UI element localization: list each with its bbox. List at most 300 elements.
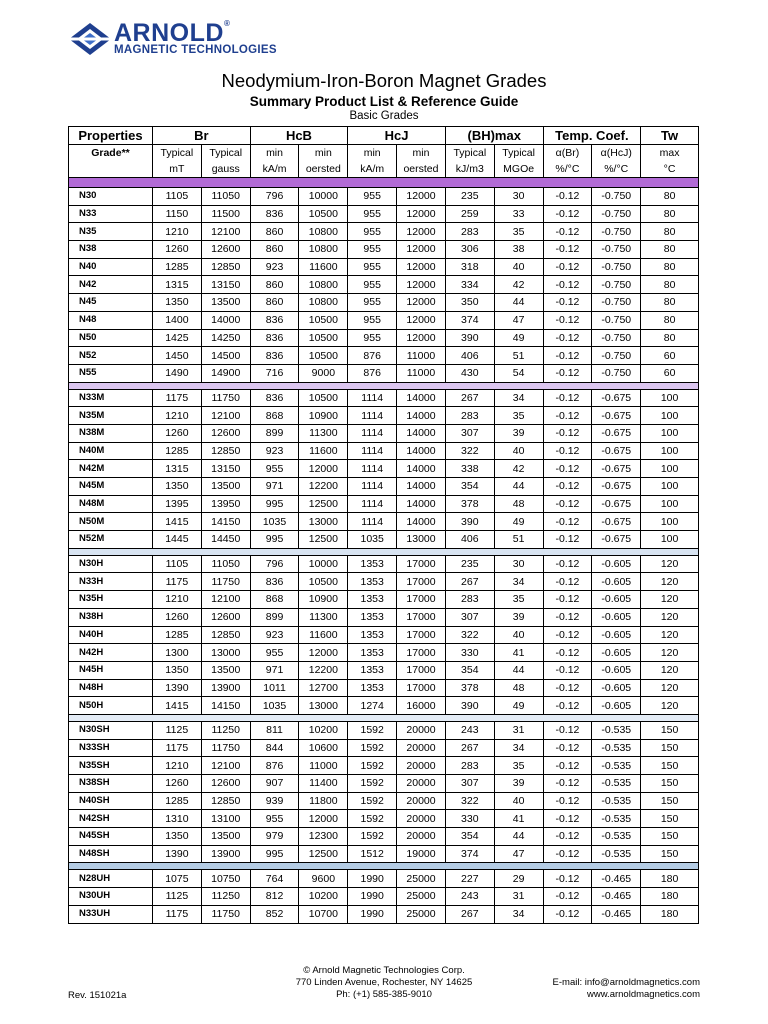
- table-cell: 14900: [201, 364, 250, 382]
- table-cell: 10800: [299, 223, 348, 241]
- table-row: [69, 276, 699, 294]
- table-cell: 283: [445, 407, 494, 425]
- footer-contact-block: [553, 977, 700, 1001]
- grades-body: [69, 178, 699, 924]
- table-cell: 995: [250, 495, 299, 513]
- table-cell: 390: [445, 697, 494, 715]
- table-cell: 16000: [397, 697, 446, 715]
- table-cell: 955: [250, 810, 299, 828]
- table-cell: 318: [445, 258, 494, 276]
- table-cell: 44: [494, 661, 543, 679]
- subheader-cell: min: [250, 145, 299, 162]
- table-cell: 955: [348, 241, 397, 259]
- table-cell: 12100: [201, 591, 250, 609]
- table-row: [69, 644, 699, 662]
- table-cell: 80: [641, 223, 699, 241]
- table-cell: 80: [641, 258, 699, 276]
- table-cell: 80: [641, 241, 699, 259]
- group-separator-bar: [69, 714, 699, 721]
- table-cell: 150: [641, 757, 699, 775]
- table-cell: 1035: [348, 531, 397, 549]
- table-cell: 227: [445, 870, 494, 888]
- table-cell: 390: [445, 329, 494, 347]
- table-cell: 14450: [201, 531, 250, 549]
- grade-name-cell: N33: [69, 205, 153, 223]
- table-cell: 14000: [397, 478, 446, 496]
- table-cell: 11300: [299, 608, 348, 626]
- table-cell: 12000: [397, 188, 446, 206]
- table-cell: 41: [494, 810, 543, 828]
- table-cell: 25000: [397, 870, 446, 888]
- table-cell: 971: [250, 478, 299, 496]
- table-row: [69, 329, 699, 347]
- table-cell: 12600: [201, 241, 250, 259]
- table-cell: 1114: [348, 407, 397, 425]
- table-cell: 44: [494, 828, 543, 846]
- table-cell: -0.12: [543, 407, 592, 425]
- table-cell: 330: [445, 810, 494, 828]
- table-cell: 13950: [201, 495, 250, 513]
- table-cell: 40: [494, 626, 543, 644]
- table-cell: -0.12: [543, 845, 592, 863]
- table-cell: 49: [494, 329, 543, 347]
- table-cell: 48: [494, 495, 543, 513]
- table-cell: 20000: [397, 775, 446, 793]
- grade-name-cell: N33SH: [69, 739, 153, 757]
- header-row-units: [69, 161, 699, 178]
- table-cell: 1035: [250, 513, 299, 531]
- table-cell: 334: [445, 276, 494, 294]
- table-cell: -0.465: [592, 870, 641, 888]
- table-cell: 13900: [201, 679, 250, 697]
- table-cell: 1353: [348, 555, 397, 573]
- unit-cell: MGOe: [494, 161, 543, 178]
- table-cell: -0.750: [592, 205, 641, 223]
- grade-name-cell: N38H: [69, 608, 153, 626]
- table-cell: 11000: [299, 757, 348, 775]
- table-cell: 17000: [397, 661, 446, 679]
- brand-tagline: MAGNETIC TECHNOLOGIES: [114, 44, 277, 56]
- table-cell: -0.675: [592, 513, 641, 531]
- table-cell: 1512: [348, 845, 397, 863]
- table-cell: 235: [445, 188, 494, 206]
- table-cell: -0.750: [592, 241, 641, 259]
- table-cell: 955: [348, 311, 397, 329]
- table-cell: 42: [494, 276, 543, 294]
- table-cell: 307: [445, 424, 494, 442]
- table-cell: 1260: [152, 424, 201, 442]
- table-cell: -0.675: [592, 442, 641, 460]
- table-cell: 29: [494, 870, 543, 888]
- table-cell: 180: [641, 870, 699, 888]
- table-cell: 13150: [201, 460, 250, 478]
- table-cell: 60: [641, 347, 699, 365]
- subheader-cell: min: [397, 145, 446, 162]
- grade-name-cell: N30: [69, 188, 153, 206]
- table-row: [69, 513, 699, 531]
- grade-name-cell: N50H: [69, 697, 153, 715]
- table-cell: 338: [445, 460, 494, 478]
- bhmax-header: (BH)max: [445, 127, 543, 145]
- table-cell: 11750: [201, 573, 250, 591]
- table-cell: -0.605: [592, 591, 641, 609]
- table-cell: 20000: [397, 792, 446, 810]
- table-cell: -0.12: [543, 608, 592, 626]
- table-cell: 51: [494, 347, 543, 365]
- table-cell: 10750: [201, 870, 250, 888]
- table-cell: 10500: [299, 389, 348, 407]
- table-cell: 354: [445, 828, 494, 846]
- table-cell: 1114: [348, 460, 397, 478]
- table-cell: 12300: [299, 828, 348, 846]
- table-cell: 811: [250, 721, 299, 739]
- table-cell: -0.12: [543, 721, 592, 739]
- table-cell: 14150: [201, 697, 250, 715]
- table-cell: 1315: [152, 276, 201, 294]
- table-row: [69, 697, 699, 715]
- table-row: [69, 828, 699, 846]
- table-cell: -0.12: [543, 513, 592, 531]
- table-cell: 100: [641, 424, 699, 442]
- table-cell: -0.750: [592, 188, 641, 206]
- table-cell: 979: [250, 828, 299, 846]
- table-cell: 35: [494, 407, 543, 425]
- table-cell: 868: [250, 407, 299, 425]
- table-cell: 243: [445, 888, 494, 906]
- table-cell: 955: [348, 258, 397, 276]
- table-cell: 1353: [348, 679, 397, 697]
- table-cell: -0.675: [592, 389, 641, 407]
- table-cell: 836: [250, 329, 299, 347]
- table-cell: 836: [250, 311, 299, 329]
- grade-name-cell: N42SH: [69, 810, 153, 828]
- table-cell: -0.605: [592, 697, 641, 715]
- table-cell: 150: [641, 721, 699, 739]
- table-cell: 243: [445, 721, 494, 739]
- table-cell: 12850: [201, 626, 250, 644]
- table-cell: 38: [494, 241, 543, 259]
- table-cell: 80: [641, 205, 699, 223]
- unit-cell: %/°C: [592, 161, 641, 178]
- table-cell: 12100: [201, 407, 250, 425]
- table-cell: 42: [494, 460, 543, 478]
- table-cell: -0.750: [592, 329, 641, 347]
- table-cell: -0.12: [543, 679, 592, 697]
- table-cell: 306: [445, 241, 494, 259]
- table-cell: 35: [494, 591, 543, 609]
- table-cell: 80: [641, 276, 699, 294]
- subheader-cell: α(Br): [543, 145, 592, 162]
- table-cell: 1175: [152, 739, 201, 757]
- table-cell: 17000: [397, 573, 446, 591]
- table-cell: 100: [641, 407, 699, 425]
- table-cell: 350: [445, 294, 494, 312]
- grade-name-cell: N48H: [69, 679, 153, 697]
- table-cell: 836: [250, 205, 299, 223]
- table-cell: 1350: [152, 478, 201, 496]
- table-cell: 1114: [348, 424, 397, 442]
- table-cell: 10000: [299, 188, 348, 206]
- table-cell: 1285: [152, 258, 201, 276]
- table-cell: 267: [445, 389, 494, 407]
- properties-header: Properties: [69, 127, 153, 145]
- table-cell: -0.12: [543, 810, 592, 828]
- table-cell: 1210: [152, 757, 201, 775]
- table-cell: 764: [250, 870, 299, 888]
- grade-header: Grade**: [69, 145, 153, 178]
- table-cell: 955: [348, 329, 397, 347]
- table-cell: 1105: [152, 188, 201, 206]
- table-cell: 120: [641, 697, 699, 715]
- table-cell: 100: [641, 460, 699, 478]
- tw-header: Tw: [641, 127, 699, 145]
- table-cell: 14000: [397, 460, 446, 478]
- table-cell: -0.535: [592, 775, 641, 793]
- table-cell: 13500: [201, 828, 250, 846]
- table-cell: -0.12: [543, 591, 592, 609]
- grade-name-cell: N35: [69, 223, 153, 241]
- table-cell: 11400: [299, 775, 348, 793]
- table-cell: 120: [641, 644, 699, 662]
- table-row: [69, 775, 699, 793]
- table-cell: 35: [494, 757, 543, 775]
- grade-name-cell: N45M: [69, 478, 153, 496]
- table-cell: -0.12: [543, 311, 592, 329]
- table-cell: 180: [641, 905, 699, 923]
- table-cell: -0.12: [543, 223, 592, 241]
- table-cell: 1350: [152, 294, 201, 312]
- table-cell: 39: [494, 775, 543, 793]
- table-cell: 267: [445, 739, 494, 757]
- table-cell: -0.675: [592, 495, 641, 513]
- table-cell: 259: [445, 205, 494, 223]
- table-cell: 11600: [299, 258, 348, 276]
- grade-name-cell: N28UH: [69, 870, 153, 888]
- table-cell: 12700: [299, 679, 348, 697]
- table-row: [69, 721, 699, 739]
- table-cell: 40: [494, 442, 543, 460]
- footer-website-link[interactable]: www.arnoldmagnetics.com: [587, 989, 700, 1000]
- table-cell: 10200: [299, 721, 348, 739]
- table-cell: -0.750: [592, 258, 641, 276]
- table-cell: 12500: [299, 845, 348, 863]
- grade-name-cell: N33H: [69, 573, 153, 591]
- table-cell: 13500: [201, 478, 250, 496]
- table-row: [69, 478, 699, 496]
- table-row: [69, 888, 699, 906]
- table-cell: 716: [250, 364, 299, 382]
- table-cell: 1353: [348, 591, 397, 609]
- table-cell: 12000: [397, 329, 446, 347]
- table-row: [69, 188, 699, 206]
- table-cell: 1011: [250, 679, 299, 697]
- table-cell: 1415: [152, 513, 201, 531]
- table-row: [69, 531, 699, 549]
- group-separator: [69, 714, 699, 721]
- table-cell: -0.12: [543, 888, 592, 906]
- table-cell: 1175: [152, 905, 201, 923]
- table-cell: 860: [250, 241, 299, 259]
- table-cell: 378: [445, 495, 494, 513]
- table-cell: 812: [250, 888, 299, 906]
- table-cell: 955: [348, 205, 397, 223]
- table-cell: 1285: [152, 626, 201, 644]
- table-cell: 20000: [397, 721, 446, 739]
- table-cell: 10900: [299, 407, 348, 425]
- arnold-logo: [68, 19, 328, 58]
- table-cell: 14000: [397, 442, 446, 460]
- table-cell: 31: [494, 888, 543, 906]
- table-row: [69, 739, 699, 757]
- table-cell: 1990: [348, 888, 397, 906]
- group-separator-bar: [69, 548, 699, 555]
- table-cell: 12100: [201, 223, 250, 241]
- table-cell: 971: [250, 661, 299, 679]
- table-cell: 1990: [348, 870, 397, 888]
- table-row: [69, 573, 699, 591]
- table-cell: 876: [348, 364, 397, 382]
- table-cell: 17000: [397, 679, 446, 697]
- table-cell: 9600: [299, 870, 348, 888]
- page-subtitle: Summary Product List & Reference Guide: [249, 94, 519, 109]
- group-separator-bar: [69, 382, 699, 389]
- table-cell: -0.12: [543, 626, 592, 644]
- table-cell: -0.12: [543, 905, 592, 923]
- grade-name-cell: N30SH: [69, 721, 153, 739]
- table-row: [69, 424, 699, 442]
- table-cell: 10500: [299, 311, 348, 329]
- table-cell: 14000: [397, 495, 446, 513]
- table-cell: 20000: [397, 810, 446, 828]
- table-cell: 11300: [299, 424, 348, 442]
- grade-name-cell: N40SH: [69, 792, 153, 810]
- table-cell: 31: [494, 721, 543, 739]
- table-cell: 13000: [299, 697, 348, 715]
- table-row: [69, 608, 699, 626]
- table-cell: 322: [445, 626, 494, 644]
- grade-name-cell: N42H: [69, 644, 153, 662]
- table-cell: 330: [445, 644, 494, 662]
- table-cell: 1114: [348, 442, 397, 460]
- revision-label: Rev. 151021a: [68, 990, 127, 1001]
- table-row: [69, 757, 699, 775]
- grades-table: [68, 126, 699, 924]
- brand-name: ARNOLD®: [114, 19, 231, 47]
- grade-name-cell: N40H: [69, 626, 153, 644]
- table-cell: 12000: [299, 810, 348, 828]
- table-cell: 899: [250, 608, 299, 626]
- table-cell: 40: [494, 258, 543, 276]
- table-cell: 923: [250, 626, 299, 644]
- table-cell: 11800: [299, 792, 348, 810]
- footer-email-link[interactable]: E-mail: info@arnoldmagnetics.com: [552, 977, 700, 988]
- footer-address: 770 Linden Avenue, Rochester, NY 14625: [295, 977, 473, 988]
- table-cell: 12600: [201, 775, 250, 793]
- grade-name-cell: N33M: [69, 389, 153, 407]
- table-cell: -0.12: [543, 258, 592, 276]
- table-cell: 11000: [397, 347, 446, 365]
- table-cell: 9000: [299, 364, 348, 382]
- arnold-diamond-icon: [68, 22, 112, 56]
- table-cell: 35: [494, 223, 543, 241]
- table-cell: -0.12: [543, 775, 592, 793]
- table-cell: -0.12: [543, 424, 592, 442]
- table-cell: 12200: [299, 478, 348, 496]
- group-separator: [69, 548, 699, 555]
- table-cell: 1210: [152, 223, 201, 241]
- table-row: [69, 205, 699, 223]
- table-cell: 12600: [201, 608, 250, 626]
- table-cell: 44: [494, 478, 543, 496]
- table-cell: -0.675: [592, 407, 641, 425]
- table-cell: 322: [445, 792, 494, 810]
- table-cell: 1315: [152, 460, 201, 478]
- table-cell: 150: [641, 828, 699, 846]
- table-cell: 11000: [397, 364, 446, 382]
- table-cell: 12000: [299, 644, 348, 662]
- table-cell: 923: [250, 442, 299, 460]
- table-cell: 1210: [152, 407, 201, 425]
- table-cell: 1592: [348, 721, 397, 739]
- table-cell: 1175: [152, 573, 201, 591]
- unit-cell: mT: [152, 161, 201, 178]
- table-cell: 1114: [348, 495, 397, 513]
- table-cell: 25000: [397, 888, 446, 906]
- unit-cell: °C: [641, 161, 699, 178]
- table-cell: -0.750: [592, 223, 641, 241]
- table-cell: 12100: [201, 757, 250, 775]
- table-cell: 955: [348, 223, 397, 241]
- table-cell: 1274: [348, 697, 397, 715]
- table-row: [69, 905, 699, 923]
- table-cell: 10800: [299, 241, 348, 259]
- table-cell: 1114: [348, 513, 397, 531]
- grade-name-cell: N50: [69, 329, 153, 347]
- table-cell: 995: [250, 531, 299, 549]
- table-cell: -0.12: [543, 188, 592, 206]
- temp-coef-header: Temp. Coef.: [543, 127, 641, 145]
- table-cell: 17000: [397, 555, 446, 573]
- table-row: [69, 460, 699, 478]
- table-cell: 907: [250, 775, 299, 793]
- table-cell: 100: [641, 478, 699, 496]
- header-row-measure: [69, 145, 699, 162]
- table-cell: 1310: [152, 810, 201, 828]
- table-cell: 1390: [152, 845, 201, 863]
- hcj-header: HcJ: [348, 127, 446, 145]
- table-cell: 20000: [397, 739, 446, 757]
- table-cell: -0.12: [543, 442, 592, 460]
- table-cell: 390: [445, 513, 494, 531]
- grade-name-cell: N42: [69, 276, 153, 294]
- unit-cell: oersted: [299, 161, 348, 178]
- table-cell: 11500: [201, 205, 250, 223]
- table-cell: 1105: [152, 555, 201, 573]
- page-title: Neodymium-Iron-Boron Magnet Grades: [221, 70, 547, 91]
- table-cell: 354: [445, 661, 494, 679]
- table-cell: -0.675: [592, 424, 641, 442]
- table-cell: 1350: [152, 661, 201, 679]
- table-cell: 120: [641, 626, 699, 644]
- table-cell: 120: [641, 555, 699, 573]
- subheader-cell: Typical: [201, 145, 250, 162]
- table-cell: 14000: [397, 407, 446, 425]
- table-cell: -0.535: [592, 739, 641, 757]
- footer-company: © Arnold Magnetic Technologies Corp.: [303, 965, 465, 976]
- table-cell: 34: [494, 389, 543, 407]
- table-cell: 11250: [201, 721, 250, 739]
- table-cell: 1592: [348, 775, 397, 793]
